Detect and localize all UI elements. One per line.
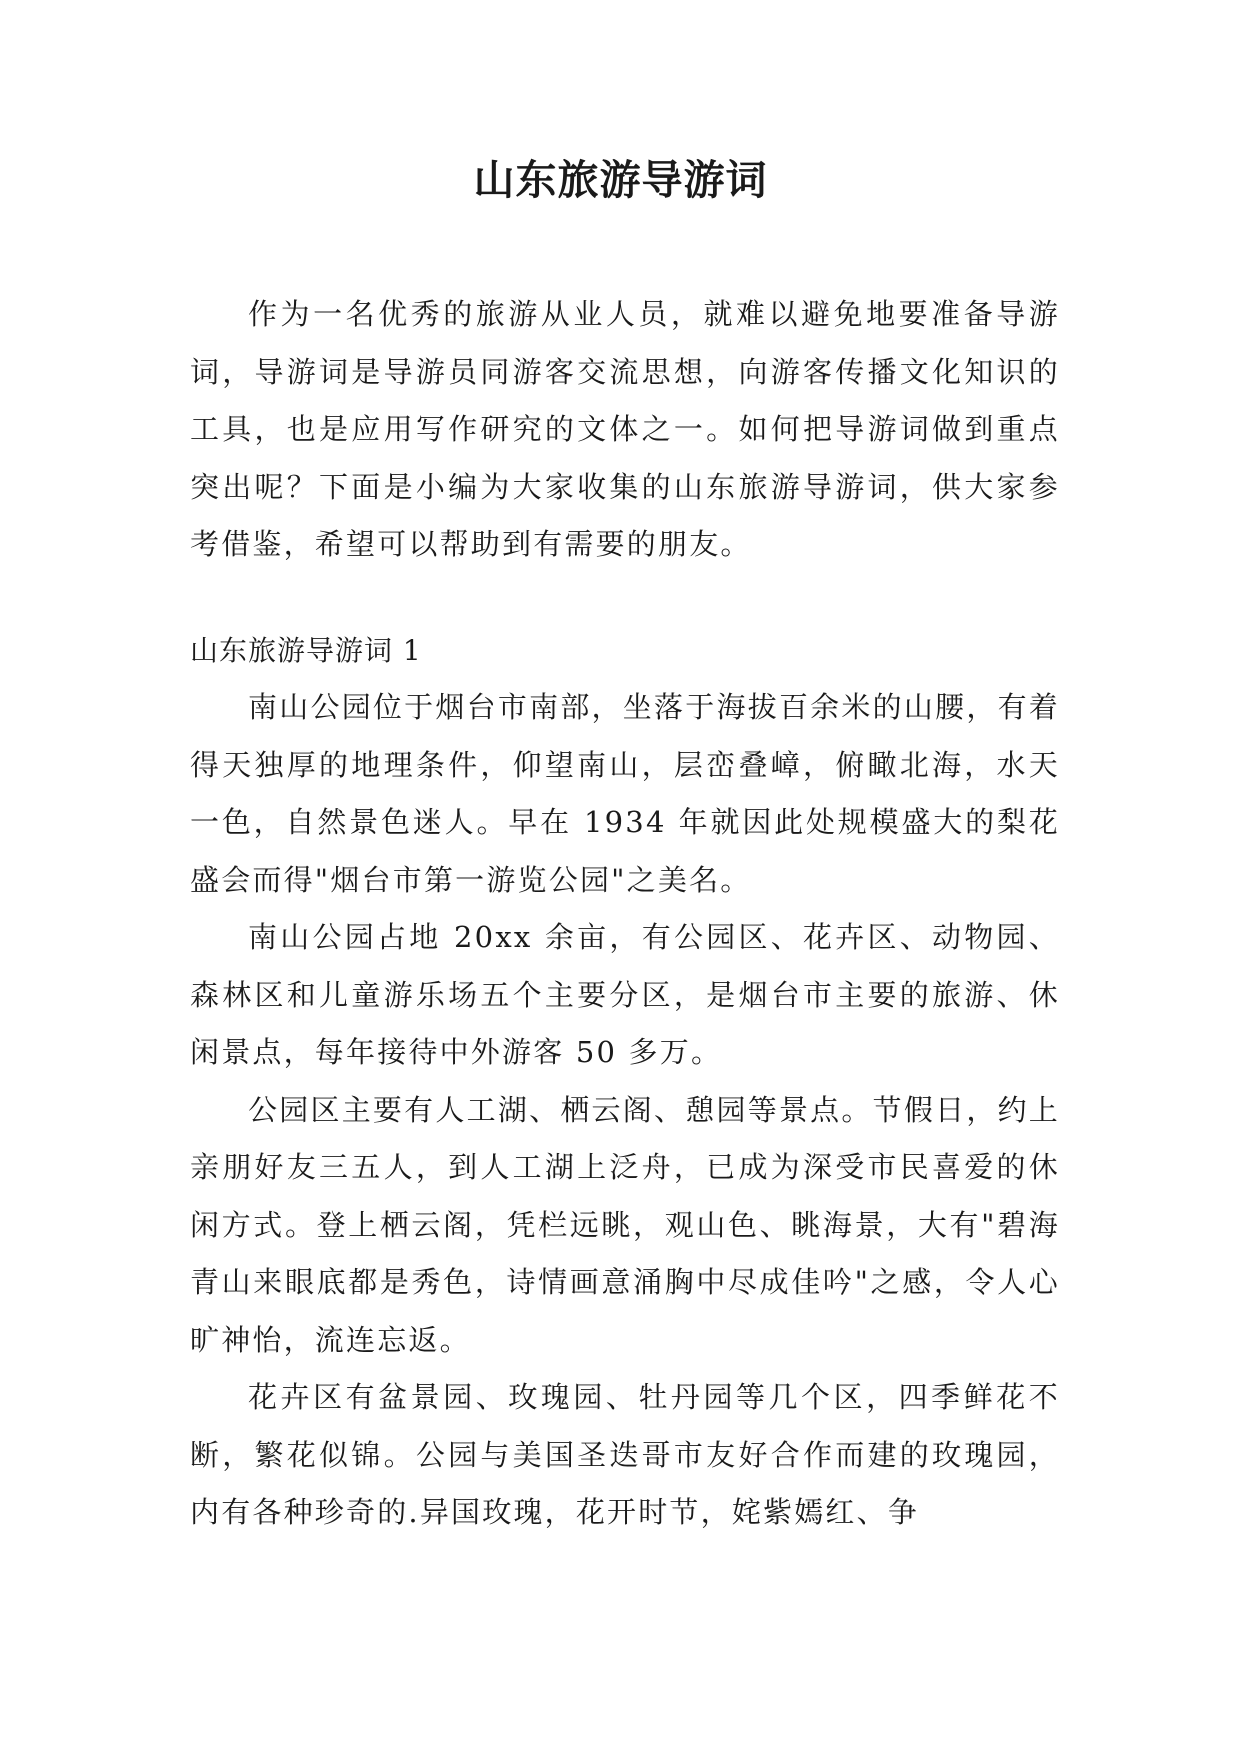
body-paragraph-2: 南山公园占地 20xx 余亩，有公园区、花卉区、动物园、森林区和儿童游乐场五个主要分区，是烟台市主要的旅游、休闲景点，每年接待中外游客 50 多万。 (190, 920, 1060, 1069)
body-paragraph-1: 南山公园位于烟台市南部，坐落于海拔百余米的山腰，有着得天独厚的地理条件，仰望南山，层峦叠嶂，俯瞰北海，水天一色，自然景色迷人。早在 1934 年就因此处规模盛大的梨花盛会而得"烟台市第一游览公园"之美名。 (190, 690, 1060, 897)
document-title: 山东旅游导游词 (473, 156, 768, 204)
section-heading: 山东旅游导游词 1 (190, 633, 422, 667)
body-paragraph-3: 公园区主要有人工湖、栖云阁、憩园等景点。节假日，约上亲朋好友三五人，到人工湖上泛舟，已成为深受市民喜爱的休闲方式。登上栖云阁，凭栏远眺，观山色、眺海景，大有"碧海青山来眼底都是秀色，诗情画意涌胸中尽成佳吟"之感，令人心旷神怡，流连忘返。 (190, 1092, 1060, 1357)
intro-paragraph: 作为一名优秀的旅游从业人员，就难以避免地要准备导游词，导游词是导游员同游客交流思想，向游客传播文化知识的工具，也是应用写作研究的文体之一。如何把导游词做到重点突出呢？下面是小编为大家收集的山东旅游导游词，供大家参考借鉴，希望可以帮助到有需要的朋友。 (190, 297, 1060, 561)
body-paragraph-4: 花卉区有盆景园、玫瑰园、牡丹园等几个区，四季鲜花不断，繁花似锦。公园与美国圣迭哥市友好合作而建的玫瑰园，内有各种珍奇的.异国玫瑰，花开时节，姹紫嫣红、争 (190, 1380, 1060, 1529)
document-body (190, 286, 1060, 1542)
